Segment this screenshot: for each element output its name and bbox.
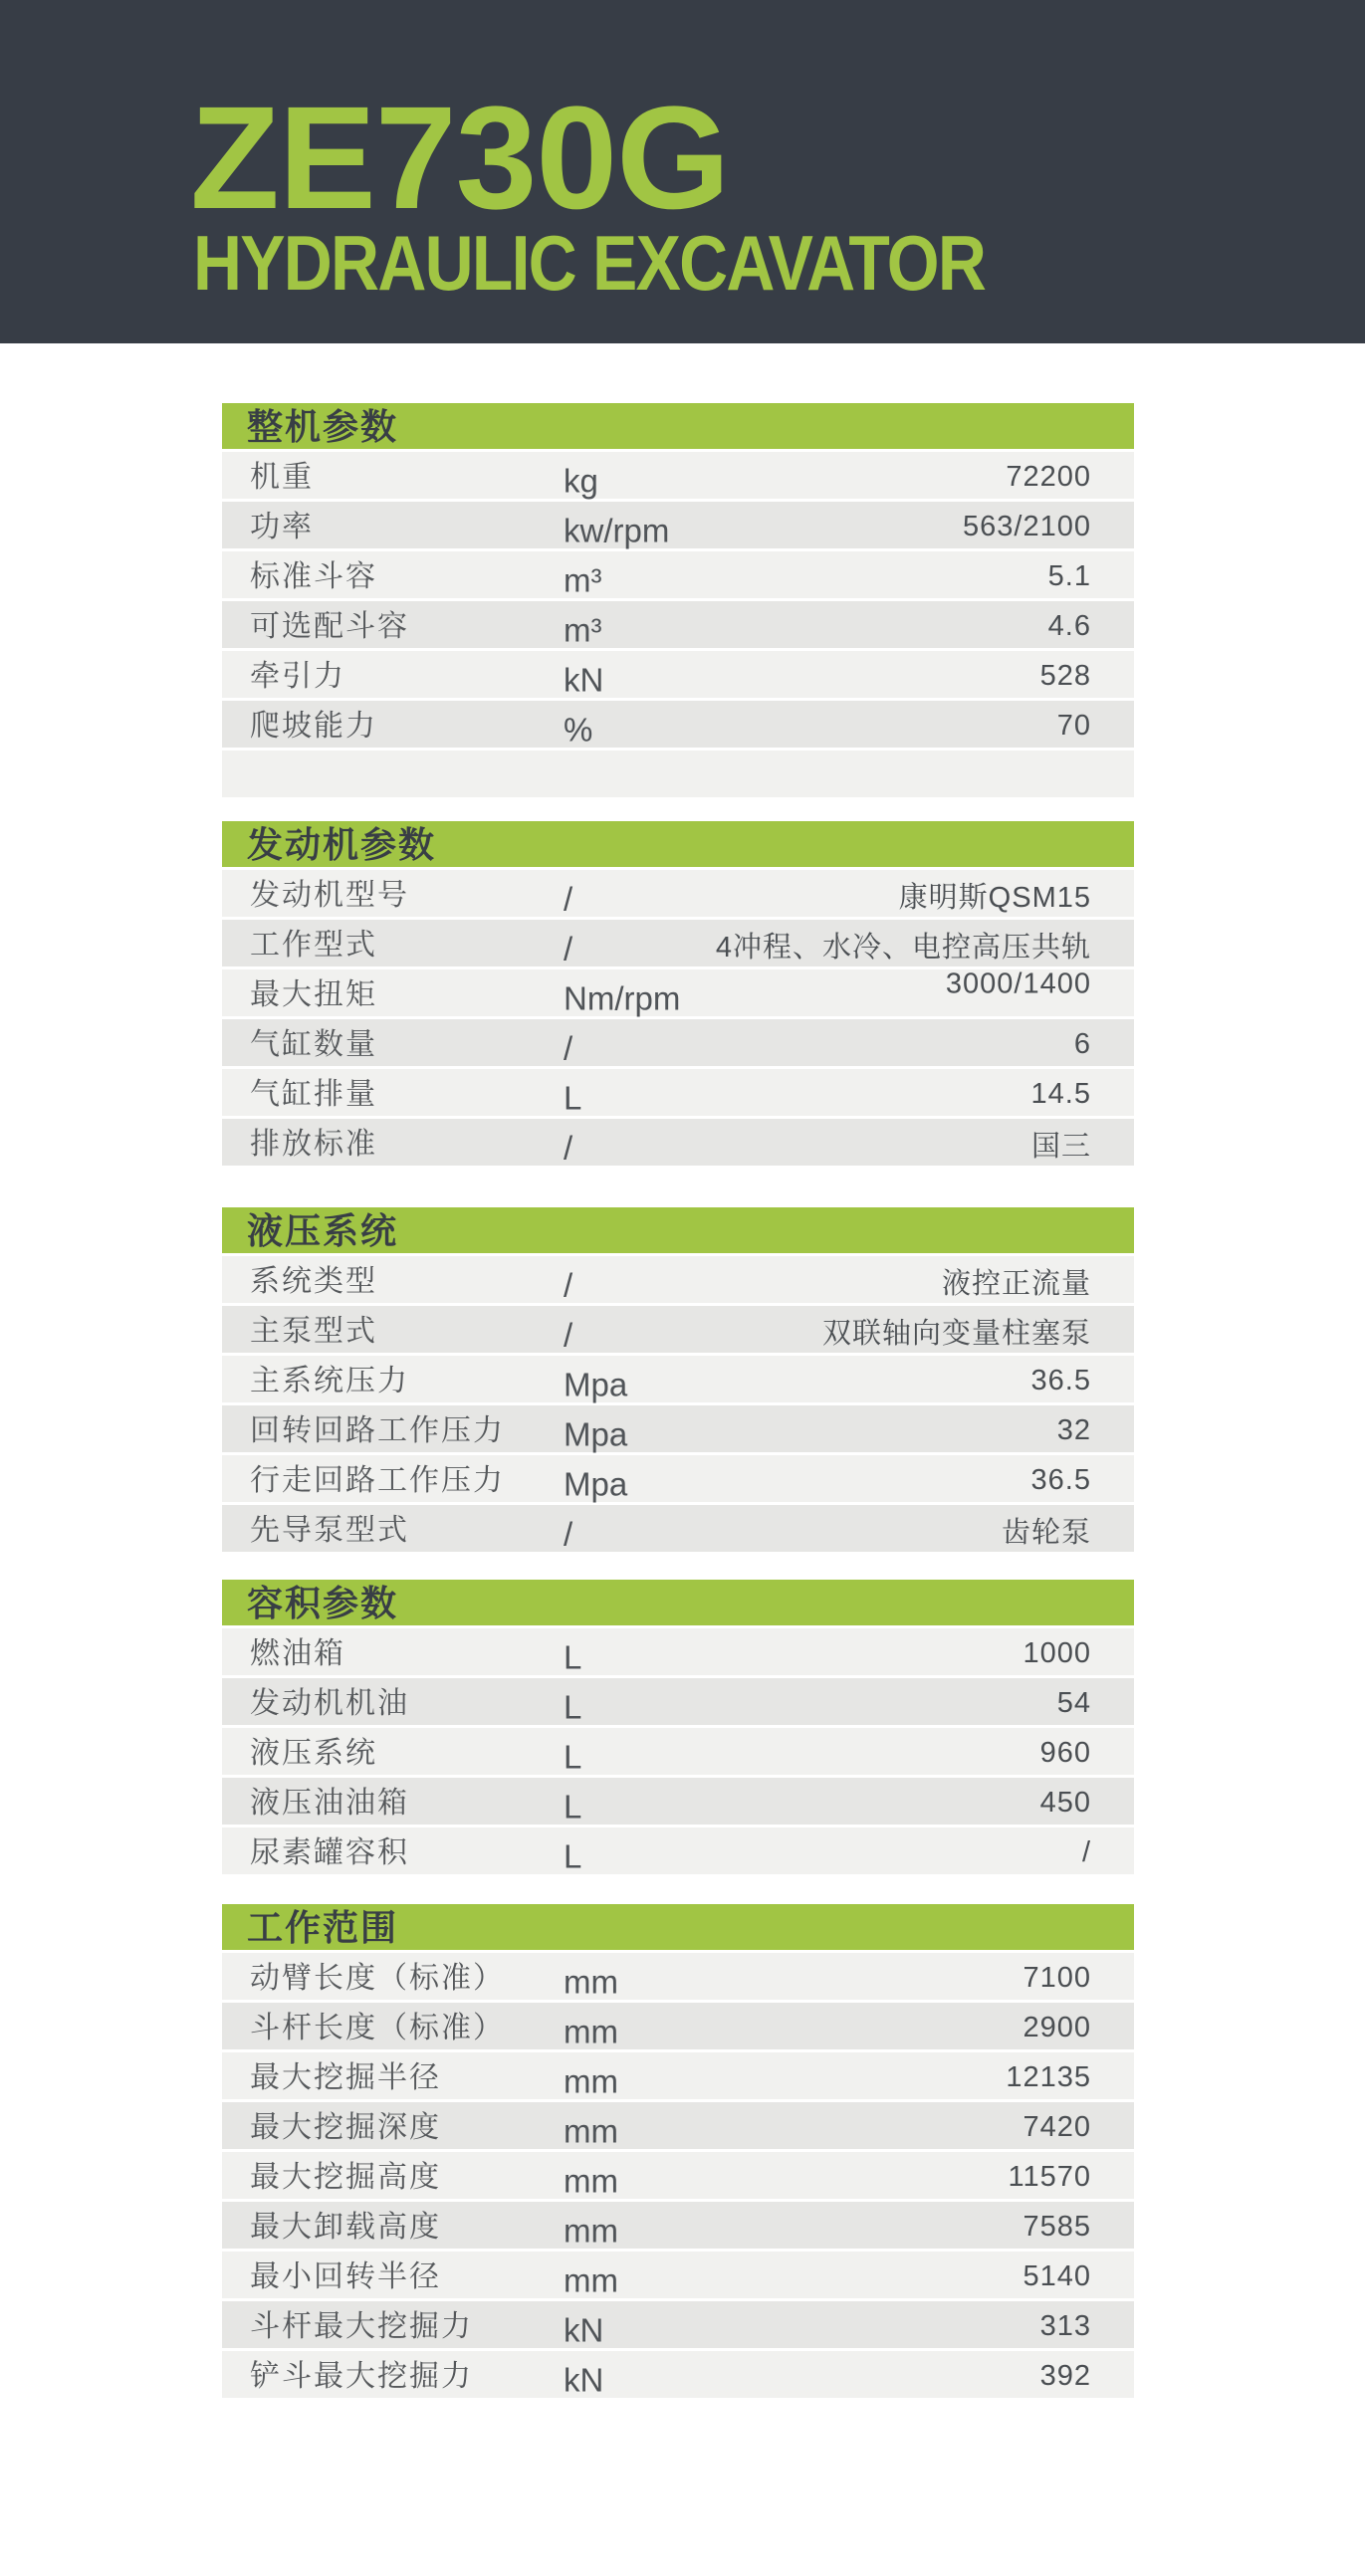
row-label: 系统类型 — [250, 1264, 377, 1298]
row-value: 5140 — [1023, 2259, 1091, 2292]
row-value: 7585 — [1023, 2210, 1091, 2243]
table-row — [222, 551, 1134, 598]
section-title: 发动机参数 — [247, 824, 437, 865]
section-header-bar — [222, 1904, 1134, 1950]
table-row — [222, 1455, 1134, 1502]
row-value: 70 — [1056, 709, 1091, 742]
table-rows — [222, 870, 1134, 1166]
row-label: 斗杆长度（标准） — [250, 2011, 505, 2044]
row-value: 450 — [1039, 1786, 1091, 1819]
row-value: 14.5 — [1030, 1077, 1091, 1110]
table-row — [222, 2351, 1134, 2398]
table-row — [222, 601, 1134, 648]
spec-table — [222, 1207, 1134, 1552]
spec-table — [222, 1580, 1134, 1874]
row-unit: mm — [564, 2161, 618, 2199]
row-unit: L — [564, 1836, 582, 1874]
table-row — [222, 920, 1134, 966]
table-row — [222, 1356, 1134, 1402]
table-row — [222, 1405, 1134, 1452]
row-unit: kN — [564, 2360, 604, 2398]
row-label: 液压油油箱 — [250, 1786, 409, 1820]
row-value: 7100 — [1023, 1961, 1091, 1994]
row-label: 最小回转半径 — [250, 2259, 441, 2293]
row-unit: / — [564, 1315, 573, 1353]
row-unit: m³ — [564, 610, 602, 648]
table-row — [222, 1505, 1134, 1552]
row-unit: / — [564, 879, 573, 917]
table-row — [222, 2102, 1134, 2149]
row-value: 528 — [1039, 659, 1091, 692]
table-row — [222, 1678, 1134, 1725]
hero-subtitle: HYDRAULIC EXCAVATOR — [193, 219, 986, 307]
row-label: 气缸数量 — [250, 1027, 377, 1061]
row-value: 齿轮泵 — [1001, 1516, 1091, 1549]
row-value: 32 — [1056, 1413, 1091, 1446]
table-row — [222, 1827, 1134, 1874]
row-unit: kN — [564, 2310, 604, 2348]
row-value: 双联轴向变量柱塞泵 — [821, 1317, 1091, 1350]
table-row — [222, 2301, 1134, 2348]
row-unit: mm — [564, 2061, 618, 2099]
row-label: 气缸排量 — [250, 1077, 377, 1111]
table-rows — [222, 1953, 1134, 2398]
row-value: 液控正流量 — [941, 1267, 1091, 1300]
row-unit: / — [564, 1265, 573, 1303]
row-label: 主系统压力 — [250, 1364, 409, 1397]
row-unit: L — [564, 1637, 582, 1675]
table-rows — [222, 1628, 1134, 1874]
row-label: 最大挖掘半径 — [250, 2060, 441, 2094]
row-label: 先导泵型式 — [250, 1513, 409, 1547]
row-value: 36.5 — [1030, 1463, 1091, 1496]
spec-tables — [222, 403, 1134, 2398]
row-unit: L — [564, 1787, 582, 1825]
row-unit: / — [564, 1128, 573, 1166]
row-label: 液压系统 — [250, 1736, 377, 1770]
row-unit: mm — [564, 2111, 618, 2149]
table-row — [222, 2202, 1134, 2249]
row-label: 发动机型号 — [250, 878, 409, 912]
row-unit: mm — [564, 2211, 618, 2249]
table-row — [222, 452, 1134, 499]
row-label: 最大挖掘高度 — [250, 2160, 441, 2194]
spec-table — [222, 1904, 1134, 2398]
row-unit: m³ — [564, 560, 602, 598]
row-value: 1000 — [1023, 1636, 1091, 1669]
section-title: 工作范围 — [247, 1907, 399, 1948]
row-value: 313 — [1039, 2309, 1091, 2342]
table-row — [222, 1628, 1134, 1675]
row-label: 最大卸载高度 — [250, 2210, 441, 2244]
row-label: 发动机机油 — [250, 1686, 409, 1720]
row-label: 回转回路工作压力 — [250, 1413, 505, 1447]
row-unit: mm — [564, 1962, 618, 2000]
row-label: 可选配斗容 — [250, 609, 409, 643]
row-value: 36.5 — [1030, 1364, 1091, 1396]
row-label: 标准斗容 — [250, 559, 377, 593]
section-header-bar — [222, 1207, 1134, 1253]
row-value: 563/2100 — [963, 510, 1091, 542]
section-title: 液压系统 — [247, 1210, 399, 1251]
row-value: 2900 — [1023, 2011, 1091, 2043]
row-value: 392 — [1039, 2359, 1091, 2392]
row-value: 4冲程、水冷、电控高压共轨 — [715, 931, 1091, 964]
row-label: 尿素罐容积 — [250, 1835, 409, 1869]
row-unit: Nm/rpm — [564, 978, 681, 1016]
table-row — [222, 2152, 1134, 2199]
row-unit: L — [564, 1737, 582, 1775]
table-row — [222, 751, 1134, 797]
row-value: 960 — [1039, 1736, 1091, 1769]
table-row — [222, 651, 1134, 698]
table-row — [222, 870, 1134, 917]
section-header-bar — [222, 1580, 1134, 1625]
table-row — [222, 1953, 1134, 2000]
model-title: ZE730G — [190, 77, 730, 240]
row-label: 牵引力 — [250, 659, 345, 693]
table-row — [222, 1778, 1134, 1825]
table-row — [222, 1119, 1134, 1166]
row-label: 机重 — [250, 460, 314, 494]
table-row — [222, 701, 1134, 748]
table-row — [222, 966, 1134, 1016]
table-rows — [222, 452, 1134, 797]
row-label: 燃油箱 — [250, 1636, 345, 1670]
section-title: 容积参数 — [247, 1583, 399, 1623]
row-label: 最大扭矩 — [250, 977, 377, 1011]
row-value: 11570 — [1008, 2160, 1091, 2193]
table-row — [222, 1256, 1134, 1303]
row-unit: kw/rpm — [564, 511, 670, 548]
row-unit: kg — [564, 461, 598, 499]
row-unit: Mpa — [564, 1464, 628, 1502]
table-row — [222, 2252, 1134, 2298]
row-value: 康明斯QSM15 — [898, 881, 1091, 914]
table-row — [222, 502, 1134, 548]
table-row — [222, 2003, 1134, 2049]
hero-banner — [0, 0, 1365, 343]
row-label: 斗杆最大挖掘力 — [250, 2309, 473, 2343]
row-label: 行走回路工作压力 — [250, 1463, 505, 1497]
row-label: 铲斗最大挖掘力 — [250, 2359, 473, 2393]
row-value: 3000/1400 — [945, 966, 1091, 999]
row-value: / — [1081, 1835, 1091, 1868]
row-unit: mm — [564, 2012, 618, 2049]
row-unit: % — [564, 710, 593, 748]
section-header-bar — [222, 403, 1134, 449]
row-label: 工作型式 — [250, 928, 377, 962]
table-rows — [222, 1256, 1134, 1552]
row-value: 6 — [1073, 1027, 1091, 1060]
row-label: 功率 — [250, 510, 314, 543]
table-row — [222, 2052, 1134, 2099]
section-header-bar — [222, 821, 1134, 867]
row-value: 54 — [1056, 1686, 1091, 1719]
row-unit: L — [564, 1687, 582, 1725]
table-row — [222, 1728, 1134, 1775]
row-unit: kN — [564, 660, 604, 698]
row-unit: Mpa — [564, 1365, 628, 1402]
table-row — [222, 1019, 1134, 1066]
row-value: 国三 — [1030, 1130, 1091, 1163]
row-label: 动臂长度（标准） — [250, 1961, 505, 1995]
row-unit: / — [564, 1514, 573, 1552]
table-row — [222, 1069, 1134, 1116]
spec-table — [222, 403, 1134, 797]
row-value: 7420 — [1023, 2110, 1091, 2143]
row-unit: / — [564, 929, 573, 966]
table-row — [222, 1306, 1134, 1353]
section-title: 整机参数 — [247, 406, 399, 447]
row-label: 最大挖掘深度 — [250, 2110, 441, 2144]
row-value: 12135 — [1006, 2060, 1091, 2093]
spec-table — [222, 821, 1134, 1166]
row-unit: / — [564, 1028, 573, 1066]
row-label: 排放标准 — [250, 1127, 377, 1161]
row-label: 爬坡能力 — [250, 709, 377, 743]
row-label: 主泵型式 — [250, 1314, 377, 1348]
row-unit: mm — [564, 2260, 618, 2298]
row-value: 4.6 — [1047, 609, 1091, 642]
row-unit: Mpa — [564, 1414, 628, 1452]
row-value: 72200 — [1006, 460, 1091, 493]
row-value: 5.1 — [1047, 559, 1091, 592]
row-unit: L — [564, 1078, 582, 1116]
